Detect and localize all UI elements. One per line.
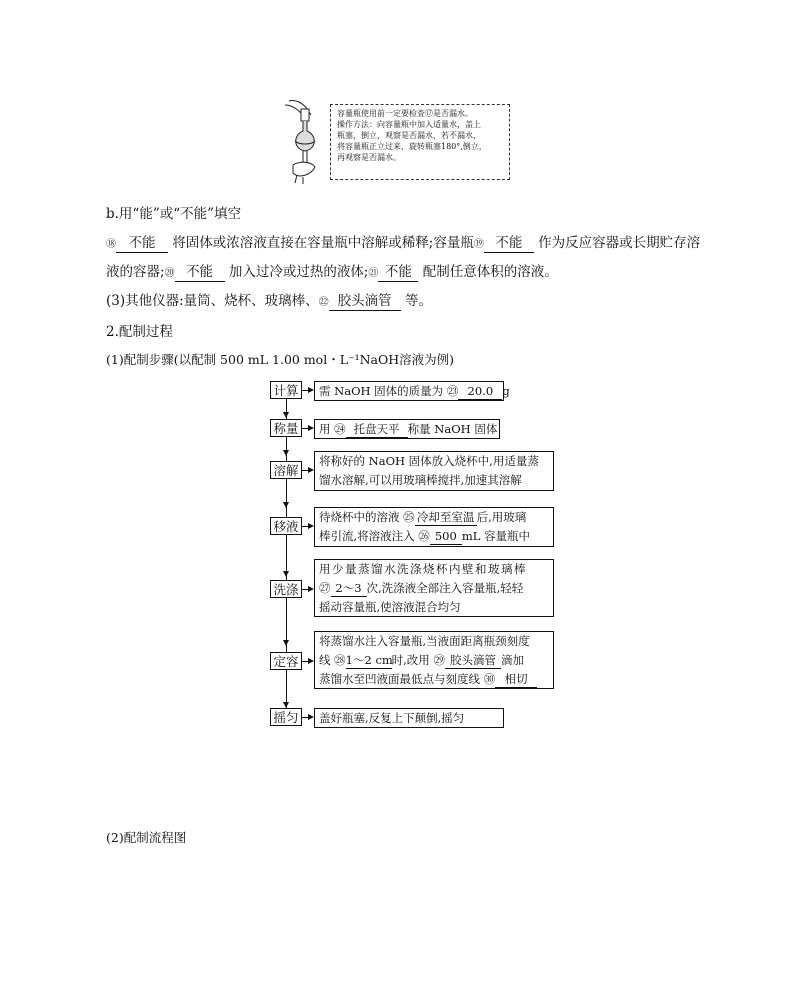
text: 时,改用 ㉙	[391, 653, 445, 667]
text: 蒸馏水至凹液面最低点与刻度线 ㉚	[319, 672, 496, 686]
answer-blank: 相切	[495, 672, 537, 688]
text: 将固体或浓溶液直接在容量瓶中溶解或稀释;容量瓶	[172, 235, 474, 251]
step-shake-desc	[314, 708, 504, 728]
step-fix-volume: 定容	[270, 652, 302, 670]
step-transfer-desc	[314, 507, 554, 547]
arrow-down-icon	[283, 502, 289, 508]
step-weigh-desc	[314, 419, 500, 439]
text: g	[502, 384, 510, 398]
steps-subheading: (1)配制步骤(以配制 500 mL 1.00 mol・L⁻¹NaOH溶液为例)	[106, 352, 455, 367]
answer-blank: 冷却至室温	[415, 510, 477, 526]
circled-number: ㉒	[318, 297, 329, 308]
answer-blank: 2～3	[331, 581, 367, 597]
fill-line-2	[106, 260, 558, 282]
text: 加入过冷或过热的液体;	[228, 264, 369, 280]
answer-blank: 胶头滴管	[329, 293, 401, 311]
circled-number: ⑲	[473, 239, 484, 250]
step-dissolve-desc	[314, 451, 554, 491]
text: 待烧杯中的溶液 ㉕	[319, 510, 415, 524]
item-3-line	[106, 289, 432, 311]
arrow-down-icon	[283, 640, 289, 646]
text: 用少量蒸馏水洗涤烧杯内壁和玻璃棒	[319, 562, 527, 576]
note-line: 瓶塞，倒立，观察是否漏水，若不漏水，	[337, 131, 481, 140]
answer-blank: 不能	[116, 235, 168, 253]
text: 棒引流,将溶液注入 ㉖	[319, 529, 430, 543]
text: 等。	[404, 293, 432, 309]
flow-connector	[286, 389, 287, 726]
section-b-heading: b.用“能”或“不能”填空	[106, 206, 242, 222]
step-fix-volume-desc	[314, 631, 554, 689]
text: 液的容器;	[106, 264, 165, 280]
text: 需 NaOH 固体的质量为 ㉓	[319, 384, 459, 398]
text: 将称好的 NaOH 固体放入烧杯中,用适量蒸	[319, 454, 539, 468]
step-transfer: 移液	[270, 517, 302, 535]
arrow-down-icon	[283, 450, 289, 456]
answer-blank: 1～2 cm	[345, 653, 393, 667]
section-2-heading: 2.配制过程	[106, 324, 173, 340]
fill-line-1	[106, 231, 700, 253]
text: 盖好瓶塞,反复上下颠倒,摇匀	[319, 711, 465, 725]
text: 摇动容量瓶,使溶液混合均匀	[319, 600, 461, 614]
text: 将蒸馏水注入容量瓶,当液面距离瓶颈刻度	[319, 634, 530, 648]
step-calculate-desc	[314, 381, 510, 401]
arrow-down-icon	[283, 571, 289, 577]
arrow-down-icon	[283, 412, 289, 418]
answer-blank: 不能	[175, 264, 225, 282]
text: 馏水溶解,可以用玻璃棒搅拌,加速其溶解	[319, 473, 522, 487]
note-line: 再观察是否漏水。	[337, 153, 401, 162]
answer-blank: 不能	[378, 264, 418, 282]
answer-blank: 不能	[484, 235, 534, 253]
circled-number: ⑱	[106, 239, 116, 250]
text: 滴加	[500, 653, 524, 667]
answer-blank: 胶头滴管	[445, 653, 501, 669]
text: 用 ㉔	[319, 422, 346, 436]
text: mL 容量瓶中	[461, 529, 531, 543]
text: (3)其他仪器:量筒、烧杯、玻璃棒、	[106, 293, 319, 309]
step-wash-desc	[314, 559, 554, 617]
step-dissolve: 溶解	[270, 461, 302, 479]
step-wash: 洗涤	[270, 580, 302, 598]
flask-hand-illustration	[281, 95, 331, 185]
circled-number: ⑳	[164, 268, 175, 279]
note-line: 将容量瓶正立过来，旋转瓶塞180°,倒立，	[337, 142, 487, 151]
step-weigh: 称量	[270, 419, 302, 437]
text: ㉗	[319, 581, 331, 595]
text: 配制任意体积的溶液。	[422, 264, 558, 280]
step-calculate: 计算	[270, 381, 302, 399]
text: 次,洗涤液全部注入容量瓶,轻轻	[366, 581, 524, 595]
text: 作为反应容器或长期贮存溶	[538, 235, 701, 251]
note-line: 操作方法：向容量瓶中加入适量水，盖上	[337, 120, 481, 129]
note-line: 容量瓶使用前一定要检查⑰是否漏水。	[337, 109, 473, 118]
step-shake: 摇匀	[270, 708, 302, 726]
text: 后,用玻璃	[476, 510, 527, 524]
flask-note-box	[330, 104, 510, 180]
flow-diagram-subheading: (2)配制流程图	[106, 830, 187, 845]
circled-number: ㉑	[368, 268, 379, 279]
text: 称量 NaOH 固体	[407, 422, 498, 436]
answer-blank: 20.0	[458, 384, 502, 400]
answer-blank: 500	[430, 529, 462, 545]
answer-blank: 托盘天平	[346, 422, 408, 438]
text: 线 ㉘	[319, 653, 346, 667]
